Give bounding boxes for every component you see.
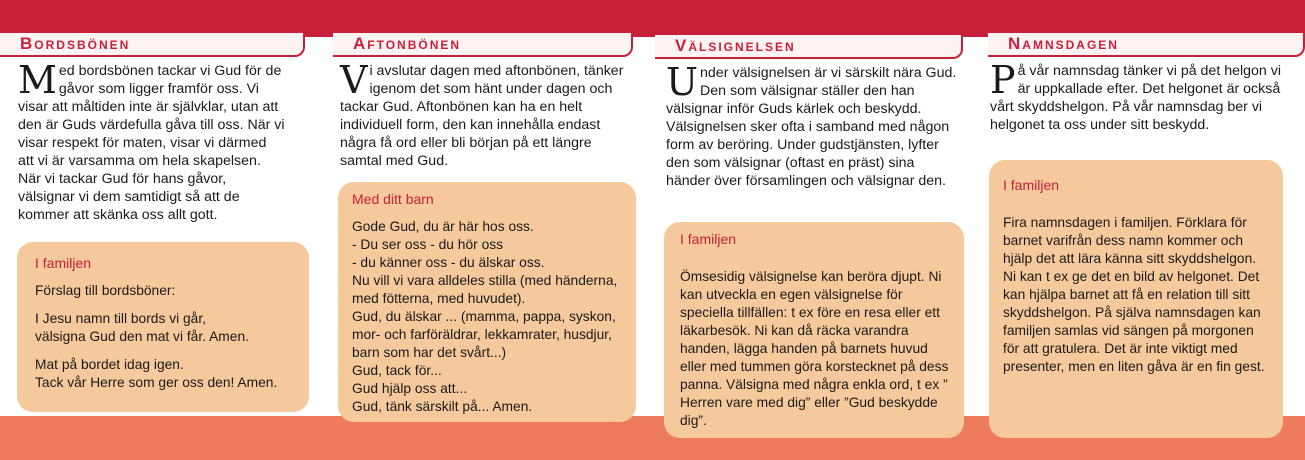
tab-aftonbonen: [333, 33, 633, 57]
family-box-namnsdagen: [989, 160, 1283, 438]
prayer-line: Gud, tänk särskilt på... Amen.: [352, 399, 533, 414]
prayer-line: - Du ser oss - du hör oss: [352, 237, 504, 252]
box-text: Ömsesidig välsignelse kan beröra djupt. Ni kan utveckla en egen välsignelse för speciella tillfällen: t ex före en resa eller ett läkarbesök. Ni kan då räcka varandra handen, lägga handen på barnets huvud eller med tummen göra korstecknet på dess panna. Välsigna med några enkla ord, t ex ” Herren vare med dig” eller ”Gud beskydde dig”.: [680, 269, 949, 428]
box-lead: Förslag till bordsböner:: [35, 283, 176, 298]
box-title: I familjen: [680, 231, 737, 247]
prayer-line: Tack vår Herre som ger oss den! Amen.: [35, 375, 278, 390]
tab-valsignelsen: [655, 35, 963, 59]
top-red-band: [0, 0, 1305, 37]
intro-aftonbonen: [340, 58, 625, 170]
dropcap: V: [340, 58, 368, 102]
prayer-line: I Jesu namn till bords vi går,: [35, 311, 207, 326]
intro-valsignelsen: [666, 60, 961, 190]
prayer-line: Gud hjälp oss att...: [352, 381, 468, 396]
prayer-line: välsigna Gud den mat vi får. Amen.: [35, 329, 249, 344]
prayer-line: Gode Gud, du är här hos oss.: [352, 219, 534, 234]
family-box-valsignelsen: [664, 222, 964, 438]
box-title: I familjen: [1003, 177, 1060, 193]
intro-text: å vår namnsdag tänker vi på det helgon vi är uppkallade efter. Det helgonet är också vårt skyddshelgon. På vår namnsdag ber vi helgonet ta oss under sitt beskydd.: [990, 63, 1281, 133]
intro-bordsbonen: [18, 58, 286, 224]
intro-text: nder välsignelsen är vi särskilt nära Gud. Den som välsignar ställer den han välsignar inför Guds kärlek och beskydd. Välsignelsen sker ofta i samband med någon form av beröring. Under gudstjänsten, lyfter den som välsignar (oftast en präst) sina händer över församlingen och välsignar den.: [666, 65, 957, 189]
prayer-line: Mat på bordet idag igen.: [35, 357, 184, 372]
box-text: Fira namnsdagen i familjen. Förklara för barnet varifrån dess namn kommer och hjälp det att lära känna sitt skyddshelgon. Ni kan t ex ge det en bild av helgonet. Det kan hjälpa barnet att få en relation till sitt skyddshelgon. På själva namnsdagen kan familjen samlas vid sängen på morgonen för att gratulera. Det är inte viktigt med presenter, men en liten gåva är en fin gest.: [1003, 215, 1265, 374]
box-title: I familjen: [35, 255, 92, 271]
dropcap: P: [990, 58, 1016, 102]
family-box-bordsbonen: [17, 242, 309, 412]
tab-bordsbonen: [0, 33, 305, 57]
section-title: Aftonbönen: [353, 34, 462, 53]
prayer-line: Nu vill vi vara alldeles stilla (med händerna, med fötterna, med huvudet).: [352, 273, 618, 306]
intro-text: i avslutar dagen med aftonbönen, tänker igenom det som hänt under dagen och tackar Gud. Aftonbönen kan ha en helt individuell form, den kan innehålla endast några få ord eller bli början på ett längre samtal med Gud.: [340, 63, 624, 169]
prayer-line: Gud, tack för...: [352, 363, 442, 378]
child-box-aftonbonen: [338, 182, 636, 422]
section-title: Namnsdagen: [1008, 34, 1119, 53]
tab-namnsdagen: [988, 33, 1305, 57]
dropcap: U: [666, 60, 699, 104]
dropcap: M: [18, 58, 57, 102]
section-title: Bordsbönen: [20, 34, 131, 53]
section-title: Välsignelsen: [675, 36, 796, 55]
intro-namnsdagen: [990, 58, 1290, 134]
prayer-line: - du känner oss - du älskar oss.: [352, 255, 545, 270]
intro-text: ed bordsbönen tackar vi Gud för de gåvor som ligger framför oss. Vi visar att måltiden inte är självklar, utan att den är Guds värdefulla gåva till oss. När vi visar respekt för maten, visar vi därmed att vi är varsamma om hela skapelsen. När vi tackar Gud för hans gåvor, välsignar vi dem samtidigt så att de kommer att skänka oss allt gott.: [18, 63, 285, 223]
box-title: Med ditt barn: [352, 191, 434, 207]
prayer-line: Gud, du älskar ... (mamma, pappa, syskon, mor- och farföräldrar, lekkamrater, husdjur, barn som har det svårt...): [352, 309, 616, 360]
